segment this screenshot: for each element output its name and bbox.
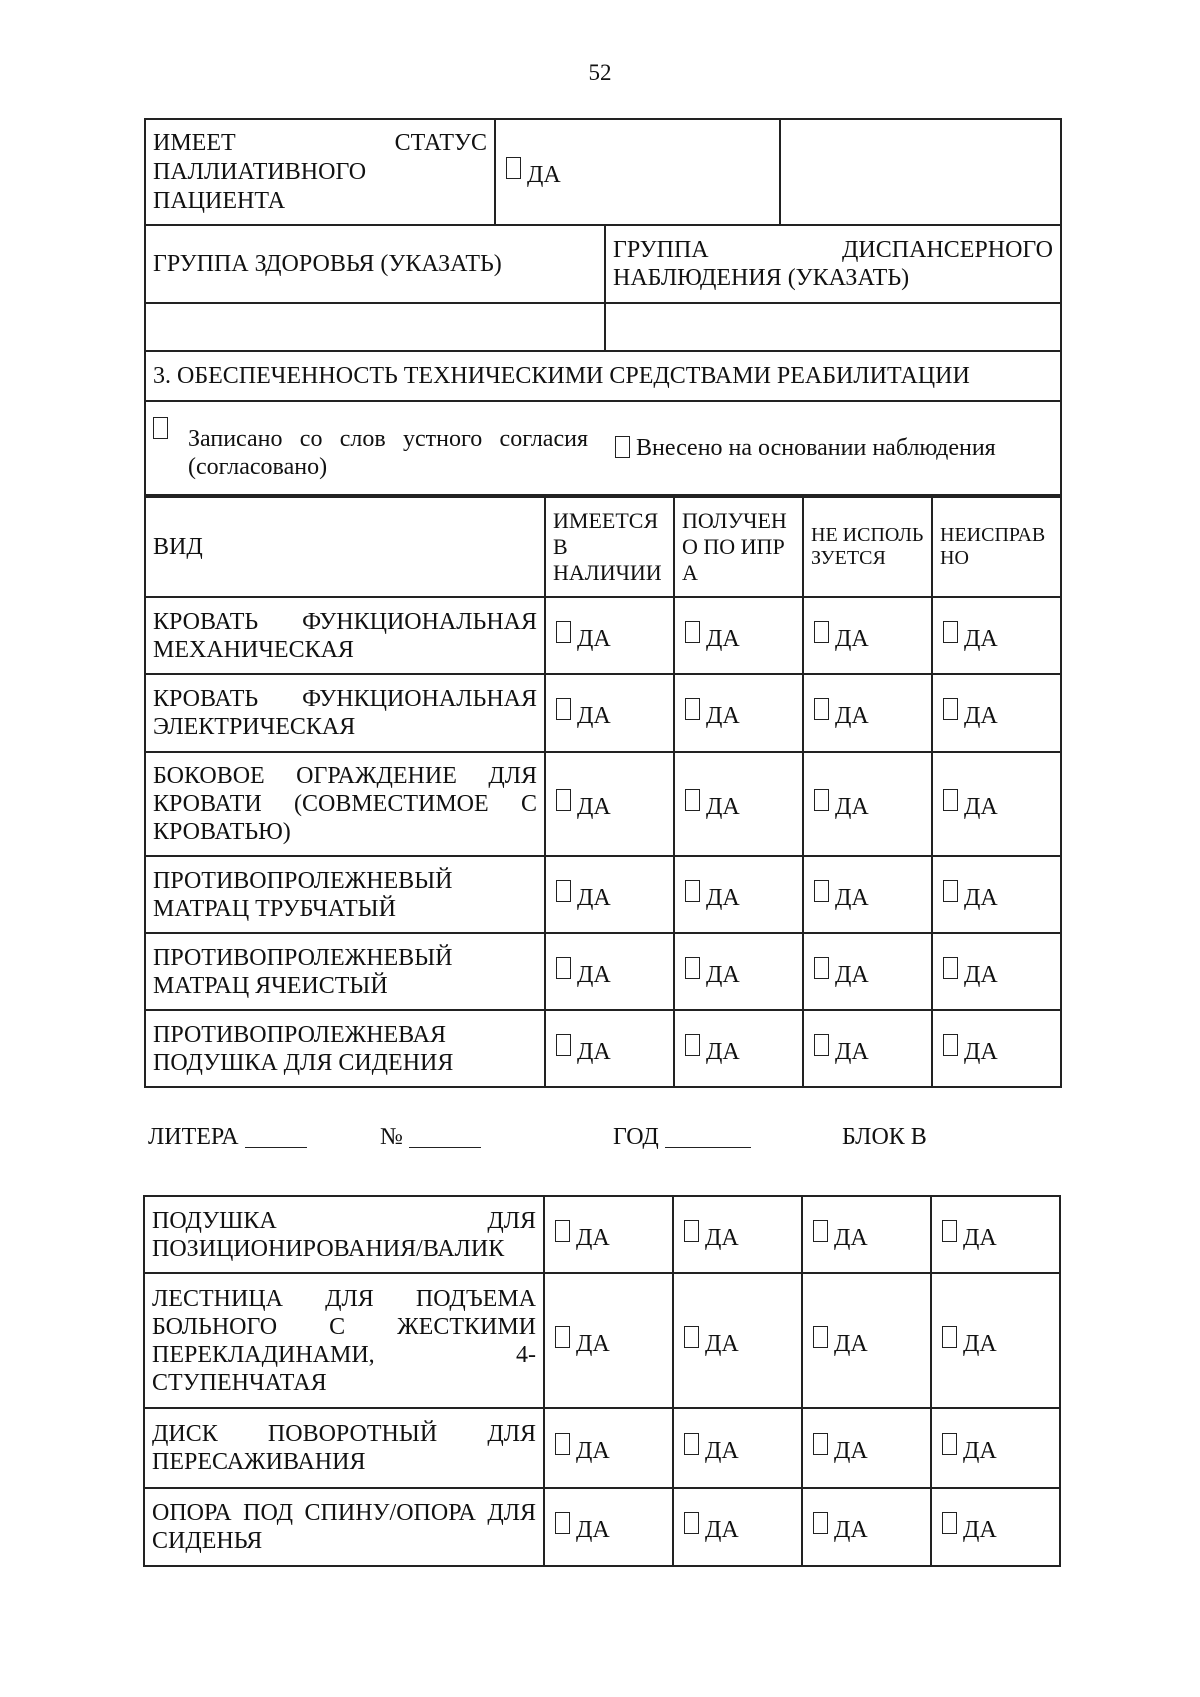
faulty-checkbox[interactable] [942, 1326, 957, 1348]
table-row: ЛЕСТНИЦА ДЛЯ ПОДЪЕМА БОЛЬНОГО С ЖЕСТКИМИ ПЕРЕКЛАДИНАМИ, 4-СТУПЕНЧАТАЯ ДА ДА ДА ДА [144, 1273, 1060, 1408]
verbal-consent-checkbox[interactable] [153, 417, 168, 439]
table-row: КРОВАТЬ ФУНКЦИОНАЛЬНАЯ МЕХАНИЧЕСКАЯ ДА ДА ДА ДА [145, 597, 1061, 674]
received-ipra-checkbox[interactable] [685, 621, 700, 643]
received-ipra-checkbox[interactable] [684, 1326, 699, 1348]
litera-label: ЛИТЕРА [148, 1124, 239, 1150]
item-name: ПОДУШКА ДЛЯ ПОЗИЦИОНИРОВАНИЯ/ВАЛИК [144, 1196, 544, 1273]
palliative-yes-cell [495, 119, 780, 225]
not-used-checkbox[interactable] [813, 1326, 828, 1348]
palliative-yes-label: ДА [527, 162, 561, 188]
table-row: ПРОТИВОПРОЛЕЖНЕВАЯ ПОДУШКА ДЛЯ СИДЕНИЯ ДА ДА ДА ДА [145, 1010, 1061, 1087]
available-checkbox[interactable] [555, 1326, 570, 1348]
not-used-checkbox[interactable] [814, 957, 829, 979]
not-used-checkbox[interactable] [813, 1512, 828, 1534]
health-group-label: ГРУППА ЗДОРОВЬЯ (УКАЗАТЬ) [145, 225, 605, 303]
not-used-checkbox[interactable] [813, 1220, 828, 1242]
health-group-input[interactable] [145, 303, 605, 351]
faulty-checkbox[interactable] [943, 957, 958, 979]
item-name: ЛЕСТНИЦА ДЛЯ ПОДЪЕМА БОЛЬНОГО С ЖЕСТКИМИ ПЕРЕКЛАДИНАМИ, 4-СТУПЕНЧАТАЯ [144, 1273, 544, 1408]
available-checkbox[interactable] [555, 1512, 570, 1534]
available-checkbox[interactable] [556, 621, 571, 643]
table-row: ДИСК ПОВОРОТНЫЙ ДЛЯ ПЕРЕСАЖИВАНИЯ ДА ДА ДА ДА [144, 1408, 1060, 1488]
item-name: ПРОТИВОПРОЛЕЖНЕВЫЙ МАТРАЦ ТРУБЧАТЫЙ [145, 856, 545, 933]
observation-label: Внесено на основании наблюдения [636, 435, 996, 461]
faulty-checkbox[interactable] [943, 698, 958, 720]
table-row: ПРОТИВОПРОЛЕЖНЕВЫЙ МАТРАЦ ЯЧЕИСТЫЙ ДА ДА ДА ДА [145, 933, 1061, 1010]
available-checkbox[interactable] [556, 1034, 571, 1056]
item-name: ДИСК ПОВОРОТНЫЙ ДЛЯ ПЕРЕСАЖИВАНИЯ [144, 1408, 544, 1488]
block-label: БЛОК В [842, 1124, 927, 1150]
year-input[interactable] [665, 1125, 751, 1148]
palliative-yes-checkbox[interactable] [506, 157, 521, 179]
table-row: ПОДУШКА ДЛЯ ПОЗИЦИОНИРОВАНИЯ/ВАЛИК ДА ДА ДА ДА [144, 1196, 1060, 1273]
available-checkbox[interactable] [556, 789, 571, 811]
received-ipra-checkbox[interactable] [685, 789, 700, 811]
item-name: ПРОТИВОПРОЛЕЖНЕВЫЙ МАТРАЦ ЯЧЕИСТЫЙ [145, 933, 545, 1010]
dispensary-group-label: ГРУППА ДИСПАНСЕРНОГО НАБЛЮДЕНИЯ (УКАЗАТЬ) [605, 225, 1061, 303]
verbal-consent-label: Записано со слов устного согласия (согласовано) [188, 426, 588, 480]
available-checkbox[interactable] [556, 957, 571, 979]
faulty-checkbox[interactable] [943, 621, 958, 643]
faulty-checkbox[interactable] [943, 880, 958, 902]
palliative-label-line-2: ПАЛЛИАТИВНОГО [153, 158, 367, 185]
not-used-checkbox[interactable] [814, 789, 829, 811]
item-name: КРОВАТЬ ФУНКЦИОНАЛЬНАЯ МЕХАНИЧЕСКАЯ [145, 597, 545, 674]
column-header-type: ВИД [145, 497, 545, 597]
table-row: БОКОВОЕ ОГРАЖДЕНИЕ ДЛЯ КРОВАТИ (СОВМЕСТИМОЕ С КРОВАТЬЮ) ДА ДА ДА ДА [145, 752, 1061, 856]
litera-field [148, 1124, 307, 1151]
not-used-checkbox[interactable] [814, 621, 829, 643]
faulty-checkbox[interactable] [943, 789, 958, 811]
available-checkbox[interactable] [556, 880, 571, 902]
palliative-label-word-1: ИМЕЕТ [153, 129, 236, 156]
number-label: № [380, 1124, 403, 1150]
palliative-label-word-2: СТАТУС [394, 129, 487, 156]
source-options-cell [145, 401, 1061, 495]
rehab-means-table-block-b [143, 1195, 1061, 1567]
received-ipra-checkbox[interactable] [685, 1034, 700, 1056]
faulty-checkbox[interactable] [942, 1433, 957, 1455]
faulty-checkbox[interactable] [942, 1512, 957, 1534]
number-input[interactable] [409, 1125, 481, 1148]
palliative-empty-cell [780, 119, 1061, 225]
number-field [380, 1124, 481, 1151]
column-header-received-ipra: ПОЛУЧЕНО ПО ИПРА [674, 497, 803, 597]
item-name: КРОВАТЬ ФУНКЦИОНАЛЬНАЯ ЭЛЕКТРИЧЕСКАЯ [145, 674, 545, 752]
column-header-available: ИМЕЕТСЯ В НАЛИЧИИ [545, 497, 674, 597]
item-name: ОПОРА ПОД СПИНУ/ОПОРА ДЛЯ СИДЕНЬЯ [144, 1488, 544, 1566]
not-used-checkbox[interactable] [814, 880, 829, 902]
litera-input[interactable] [245, 1125, 307, 1148]
column-header-not-used: НЕ ИСПОЛЬЗУЕТСЯ [803, 497, 932, 597]
faulty-checkbox[interactable] [942, 1220, 957, 1242]
item-name: ПРОТИВОПРОЛЕЖНЕВАЯ ПОДУШКА ДЛЯ СИДЕНИЯ [145, 1010, 545, 1087]
not-used-checkbox[interactable] [813, 1433, 828, 1455]
year-label: ГОД [613, 1124, 659, 1150]
available-checkbox[interactable] [555, 1220, 570, 1242]
available-checkbox[interactable] [555, 1433, 570, 1455]
received-ipra-checkbox[interactable] [685, 698, 700, 720]
received-ipra-checkbox[interactable] [684, 1512, 699, 1534]
year-field [613, 1124, 751, 1151]
received-ipra-checkbox[interactable] [684, 1433, 699, 1455]
patient-status-table [144, 118, 1062, 496]
item-name: БОКОВОЕ ОГРАЖДЕНИЕ ДЛЯ КРОВАТИ (СОВМЕСТИМОЕ С КРОВАТЬЮ) [145, 752, 545, 856]
column-header-faulty: НЕИСПРАВНО [932, 497, 1061, 597]
palliative-status-label [145, 119, 495, 225]
received-ipra-checkbox[interactable] [684, 1220, 699, 1242]
received-ipra-checkbox[interactable] [685, 880, 700, 902]
table-row: КРОВАТЬ ФУНКЦИОНАЛЬНАЯ ЭЛЕКТРИЧЕСКАЯ ДА ДА ДА ДА [145, 674, 1061, 752]
section-3-title: 3. ОБЕСПЕЧЕННОСТЬ ТЕХНИЧЕСКИМИ СРЕДСТВАМИ РЕАБИЛИТАЦИИ [145, 351, 1061, 401]
not-used-checkbox[interactable] [814, 1034, 829, 1056]
page-number: 52 [588, 60, 612, 85]
faulty-checkbox[interactable] [943, 1034, 958, 1056]
available-checkbox[interactable] [556, 698, 571, 720]
received-ipra-checkbox[interactable] [685, 957, 700, 979]
observation-checkbox[interactable] [615, 436, 630, 458]
not-used-checkbox[interactable] [814, 698, 829, 720]
table-row: ПРОТИВОПРОЛЕЖНЕВЫЙ МАТРАЦ ТРУБЧАТЫЙ ДА ДА ДА ДА [145, 856, 1061, 933]
palliative-label-line-3: ПАЦИЕНТА [153, 187, 286, 214]
table-row: ОПОРА ПОД СПИНУ/ОПОРА ДЛЯ СИДЕНЬЯ ДА ДА ДА ДА [144, 1488, 1060, 1566]
dispensary-group-input[interactable] [605, 303, 1061, 351]
rehab-means-table [144, 496, 1062, 1088]
